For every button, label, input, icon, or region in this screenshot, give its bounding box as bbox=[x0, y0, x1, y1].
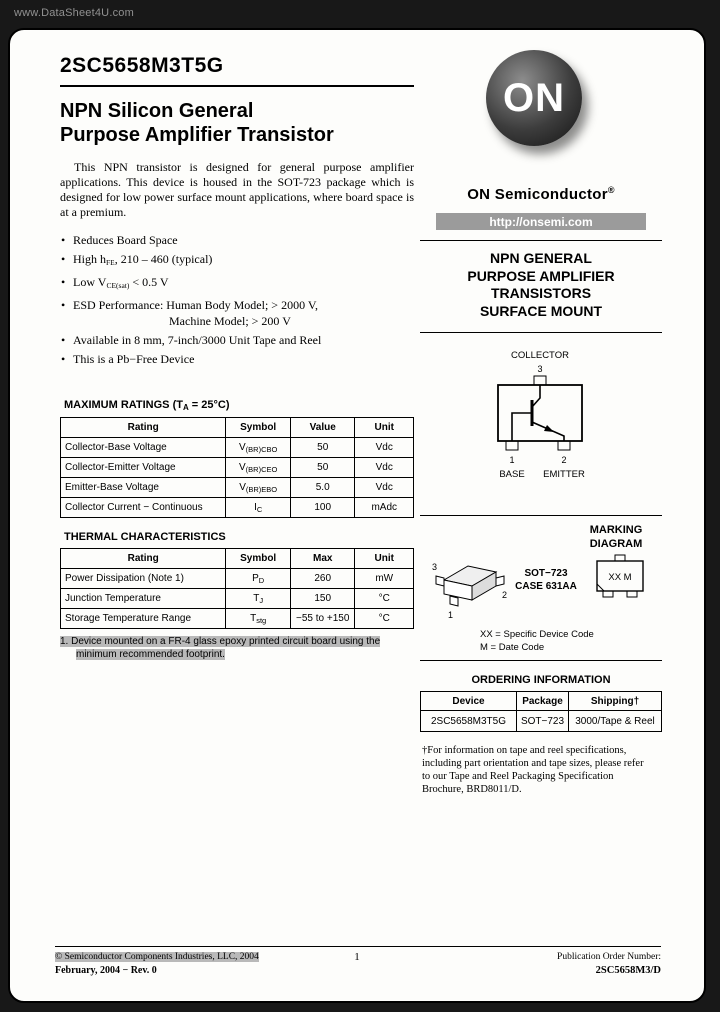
product-line: PURPOSE AMPLIFIER bbox=[467, 267, 615, 284]
feature-text: < 0.5 V bbox=[129, 275, 169, 289]
tape-reel-footnote: †For information on tape and reel specifications, including part orientation and tape sizes, please refer to our Tape and Reel Packaging Specification Brochure, BRD8011/D. bbox=[422, 745, 644, 795]
package-case-label bbox=[506, 567, 586, 593]
thermal-characteristics-heading: THERMAL CHARACTERISTICS bbox=[64, 531, 226, 543]
pin3-number: 3 bbox=[432, 562, 438, 572]
heading-text: MAXIMUM RATINGS (T bbox=[64, 399, 183, 411]
thermal-characteristics-table bbox=[60, 548, 414, 629]
pin2-tab bbox=[627, 591, 637, 597]
pin1-number: 1 bbox=[509, 455, 515, 465]
pin2-number: 2 bbox=[502, 590, 508, 600]
pin3-lead bbox=[534, 376, 546, 385]
symbol-subscript: J bbox=[259, 595, 264, 605]
divider bbox=[420, 515, 662, 516]
pin2-number: 2 bbox=[561, 455, 567, 465]
feature-subscript: FE bbox=[106, 258, 115, 267]
column-header: Unit bbox=[355, 418, 414, 438]
shipping-cell: 3000/Tape & Reel bbox=[569, 711, 662, 732]
symbol-subscript: (BR)EBO bbox=[245, 484, 278, 494]
on-semiconductor-logo bbox=[486, 50, 582, 146]
symbol-cell bbox=[226, 458, 291, 478]
brand-name bbox=[420, 185, 662, 203]
legend-line: XX = Specific Device Code bbox=[480, 629, 594, 640]
value-cell: 50 bbox=[290, 458, 355, 478]
divider bbox=[420, 660, 662, 661]
symbol-cell bbox=[226, 569, 291, 589]
title-line-2: Purpose Amplifier Transistor bbox=[60, 124, 334, 146]
marking-code-box bbox=[590, 554, 652, 608]
product-description-box bbox=[420, 250, 662, 320]
package-name: SOT−723 bbox=[524, 568, 568, 579]
package-cell: SOT−723 bbox=[517, 711, 569, 732]
left-column bbox=[60, 54, 414, 661]
symbol-subscript: (BR)CBO bbox=[245, 444, 278, 454]
marking-code-text: XX M bbox=[608, 572, 632, 583]
intro-paragraph: This NPN transistor is designed for general purpose amplifier applications. This device is housed in the SOT-723 package which is designed for low power surface mount applications, where board space is at a premium. bbox=[60, 160, 414, 219]
ordering-information-heading: ORDERING INFORMATION bbox=[471, 674, 611, 686]
rating-cell: Junction Temperature bbox=[61, 589, 226, 609]
symbol-base: I bbox=[254, 501, 257, 513]
collector-label: COLLECTOR bbox=[511, 350, 569, 361]
symbol-cell bbox=[226, 478, 291, 498]
feature-item bbox=[60, 297, 414, 329]
feature-item bbox=[60, 251, 414, 271]
website-url[interactable]: http://onsemi.com bbox=[489, 215, 593, 229]
title-rule bbox=[60, 85, 414, 87]
feature-text: Available in 8 mm, 7-inch/3000 Unit Tape and Reel bbox=[73, 333, 322, 347]
value-cell: −55 to +150 bbox=[290, 609, 355, 629]
emitter-lead-line bbox=[532, 422, 564, 441]
feature-item bbox=[60, 332, 414, 348]
symbol-subscript: (BR)CEO bbox=[245, 464, 278, 474]
case-number: CASE 631AA bbox=[515, 581, 577, 592]
logo-text: ON bbox=[503, 75, 565, 120]
ordering-table-wrap bbox=[420, 691, 662, 732]
symbol-base: T bbox=[253, 592, 260, 604]
pin2-pad bbox=[496, 576, 504, 586]
publication-number: 2SC5658M3/D bbox=[595, 965, 661, 976]
package-3d-drawing bbox=[426, 550, 510, 624]
column-header: Max bbox=[290, 549, 355, 569]
pin1-chamfer bbox=[597, 584, 604, 591]
table-row bbox=[61, 609, 414, 629]
page-title bbox=[60, 99, 414, 147]
package-pinout-diagram bbox=[460, 346, 620, 496]
marking-diagram-heading bbox=[572, 523, 660, 551]
pin1-number: 1 bbox=[448, 610, 454, 620]
pin2-lead bbox=[558, 441, 570, 450]
unit-cell: Vdc bbox=[355, 438, 414, 458]
table-row bbox=[61, 498, 414, 518]
footnote-text-continued: minimum recommended footprint. bbox=[76, 649, 225, 660]
table-row bbox=[61, 589, 414, 609]
feature-text: ESD Performance: Human Body Model; > 2000 V, bbox=[73, 298, 318, 312]
symbol-base: V bbox=[239, 481, 246, 493]
page-number: 1 bbox=[354, 951, 360, 963]
symbol-cell bbox=[226, 609, 291, 629]
feature-text: High h bbox=[73, 252, 106, 266]
feature-text: This is a Pb−Free Device bbox=[73, 352, 195, 366]
datasheet-page bbox=[8, 28, 706, 1003]
column-header: Package bbox=[517, 692, 569, 711]
copyright-text: © Semiconductor Components Industries, LLC, 2004 bbox=[55, 952, 259, 962]
symbol-base: V bbox=[238, 441, 246, 453]
feature-subscript: CE(sat) bbox=[106, 281, 130, 290]
feature-item bbox=[60, 232, 414, 248]
rating-cell: Storage Temperature Range bbox=[61, 609, 226, 629]
website-url-bar bbox=[436, 213, 646, 230]
table-row bbox=[421, 711, 662, 732]
rating-cell: Emitter-Base Voltage bbox=[61, 478, 226, 498]
table-header-row bbox=[61, 418, 414, 438]
table-header-row bbox=[61, 549, 414, 569]
pin1-tab bbox=[603, 591, 613, 597]
value-cell: 100 bbox=[290, 498, 355, 518]
value-cell: 50 bbox=[290, 438, 355, 458]
rating-cell: Collector-Emitter Voltage bbox=[61, 458, 226, 478]
unit-cell: Vdc bbox=[355, 478, 414, 498]
base-label: BASE bbox=[499, 469, 525, 480]
symbol-subscript: stg bbox=[256, 615, 267, 625]
ordering-information-table bbox=[420, 691, 662, 732]
symbol-subscript: D bbox=[258, 575, 265, 585]
column-header: Rating bbox=[61, 418, 226, 438]
unit-cell: mAdc bbox=[355, 498, 414, 518]
publication-label: Publication Order Number: bbox=[557, 952, 661, 962]
footer-rule bbox=[55, 946, 661, 947]
column-header: Device bbox=[421, 692, 517, 711]
emitter-arrow bbox=[544, 425, 554, 432]
column-header: Symbol bbox=[226, 549, 291, 569]
value-cell: 260 bbox=[290, 569, 355, 589]
rating-cell: Collector Current − Continuous bbox=[61, 498, 226, 518]
unit-cell: mW bbox=[355, 569, 414, 589]
divider bbox=[420, 332, 662, 333]
rating-cell: Power Dissipation (Note 1) bbox=[61, 569, 226, 589]
column-header: Symbol bbox=[226, 418, 291, 438]
symbol-cell bbox=[226, 438, 291, 458]
heading-text: = 25°C) bbox=[188, 399, 230, 411]
revision-text: February, 2004 − Rev. 0 bbox=[55, 965, 157, 976]
column-header: Unit bbox=[355, 549, 414, 569]
table-header-row bbox=[421, 692, 662, 711]
unit-cell: Vdc bbox=[355, 458, 414, 478]
brand-name-text: ON Semiconductor bbox=[467, 186, 608, 203]
product-line: TRANSISTORS bbox=[490, 285, 592, 301]
value-cell: 5.0 bbox=[290, 478, 355, 498]
legend-line: M = Date Code bbox=[480, 642, 545, 653]
feature-list bbox=[60, 232, 414, 367]
divider bbox=[420, 240, 662, 241]
symbol-cell bbox=[226, 498, 291, 518]
maximum-ratings-heading bbox=[60, 399, 414, 412]
maximum-ratings-table bbox=[60, 417, 414, 518]
symbol-base: P bbox=[252, 572, 259, 584]
column-header: Value bbox=[290, 418, 355, 438]
feature-item bbox=[60, 351, 414, 367]
registered-mark: ® bbox=[607, 185, 615, 195]
heading-text: DIAGRAM bbox=[589, 538, 643, 550]
datasheet4u-watermark: www.DataSheet4U.com bbox=[14, 7, 134, 19]
column-header: Shipping† bbox=[569, 692, 662, 711]
footer-right bbox=[557, 951, 661, 977]
feature-text: Reduces Board Space bbox=[73, 233, 178, 247]
base-lead-line bbox=[512, 413, 532, 441]
product-line: NPN GENERAL bbox=[490, 250, 592, 266]
symbol-cell bbox=[226, 589, 291, 609]
table-row bbox=[61, 478, 414, 498]
symbol-base: V bbox=[238, 461, 246, 473]
heading-text: MARKING bbox=[589, 524, 643, 536]
symbol-subscript: C bbox=[256, 504, 263, 514]
pin1-lead bbox=[506, 441, 518, 450]
marking-legend bbox=[480, 628, 594, 654]
product-line: SURFACE MOUNT bbox=[479, 302, 603, 319]
table-row bbox=[61, 458, 414, 478]
feature-text-continued: Machine Model; > 200 V bbox=[169, 314, 291, 328]
feature-text: , 210 – 460 (typical) bbox=[114, 252, 213, 266]
unit-cell: °C bbox=[355, 609, 414, 629]
title-line-1: NPN Silicon General bbox=[60, 100, 254, 122]
column-header: Rating bbox=[61, 549, 226, 569]
pin3-number: 3 bbox=[537, 364, 543, 374]
pin3-pad bbox=[436, 576, 444, 586]
table-row bbox=[61, 438, 414, 458]
table-row bbox=[61, 569, 414, 589]
rating-cell: Collector-Base Voltage bbox=[61, 438, 226, 458]
footnote-1 bbox=[60, 635, 414, 661]
pin1-pad bbox=[450, 596, 458, 606]
part-number: 2SC5658M3T5G bbox=[60, 54, 224, 77]
pin3-tab bbox=[615, 555, 625, 561]
heading-subscript: A bbox=[182, 403, 189, 412]
emitter-label: EMITTER bbox=[543, 469, 585, 480]
device-cell: 2SC5658M3T5G bbox=[421, 711, 517, 732]
feature-text: Low V bbox=[73, 275, 107, 289]
right-column bbox=[420, 44, 662, 884]
feature-item bbox=[60, 274, 414, 294]
footnote-text: 1. Device mounted on a FR-4 glass epoxy printed circuit board using the bbox=[60, 636, 381, 647]
unit-cell: °C bbox=[355, 589, 414, 609]
symbol-base: T bbox=[250, 612, 257, 624]
value-cell: 150 bbox=[290, 589, 355, 609]
